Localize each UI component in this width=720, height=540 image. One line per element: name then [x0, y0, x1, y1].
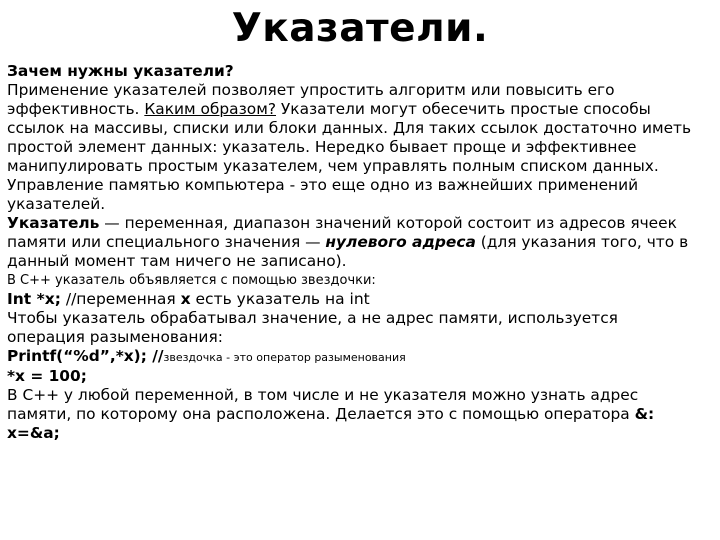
- code-fragment: Int *x;: [7, 290, 61, 308]
- definition-line: [7, 214, 713, 233]
- text-fragment: эффективность.: [7, 100, 145, 118]
- text-line: В С++ указатель объявляется с помощью звездочки:: [7, 273, 376, 288]
- comment-fragment: есть указатель на: [190, 290, 350, 308]
- code-line: x=&a;: [7, 424, 60, 442]
- text-fragment: — переменная, диапазон значений которой состоит из адресов ячеек: [99, 214, 677, 232]
- code-line: [7, 347, 713, 367]
- question-heading: Зачем нужны указатели?: [7, 62, 234, 80]
- question-line: [7, 62, 713, 81]
- comment-fragment: звездочка - это оператор разыменования: [163, 351, 406, 364]
- text-line: данный момент там ничего не записано).: [7, 252, 347, 270]
- term-pointer: Указатель: [7, 214, 100, 232]
- comment-marker: //: [146, 347, 164, 365]
- text-line: Управление памятью компьютера - это еще одно из важнейших применений: [7, 176, 639, 194]
- code-line: [7, 290, 713, 309]
- comment-fragment: //переменная: [60, 290, 181, 308]
- text-fragment: памяти или специального значения —: [7, 233, 326, 251]
- text-line: В С++ у любой переменной, в том числе и не указателя можно узнать адрес: [7, 386, 639, 404]
- text-line: Чтобы указатель обрабатывал значение, а не адрес памяти, используется: [7, 309, 618, 327]
- text-line: манипулировать простым указателем, чем управлять полным списком данных.: [7, 157, 659, 175]
- text-line: [7, 405, 713, 424]
- slide-title: Указатели.: [231, 6, 489, 51]
- text-fragment: памяти, по которому она расположена. Делается это с помощью оператора: [7, 405, 635, 423]
- slide-body: [7, 62, 713, 443]
- code-fragment: int: [349, 290, 370, 308]
- text-fragment: (для указания того, что в: [475, 233, 689, 251]
- term-null-address: нулевого адреса: [325, 233, 476, 251]
- code-fragment: &:: [634, 405, 655, 423]
- text-line: ссылок на массивы, списки или блоки данных. Для таких ссылок достаточно иметь: [7, 119, 692, 137]
- text-line: простой элемент данных: указатель. Нередко бывает проще и эффективнее: [7, 138, 637, 156]
- underlined-phrase: Каким образом?: [144, 100, 276, 118]
- text-line: указателей.: [7, 195, 106, 213]
- code-fragment: x: [180, 290, 191, 308]
- text-line: [7, 100, 713, 119]
- text-line: [7, 233, 713, 252]
- text-line: операция разыменования:: [7, 328, 223, 346]
- text-line: Применение указателей позволяет упростить алгоритм или повысить его: [7, 81, 615, 99]
- code-fragment: Printf(“%d”,*x);: [7, 347, 147, 365]
- code-line: *x = 100;: [7, 367, 87, 385]
- text-fragment: Указатели могут обесечить простые способы: [276, 100, 651, 118]
